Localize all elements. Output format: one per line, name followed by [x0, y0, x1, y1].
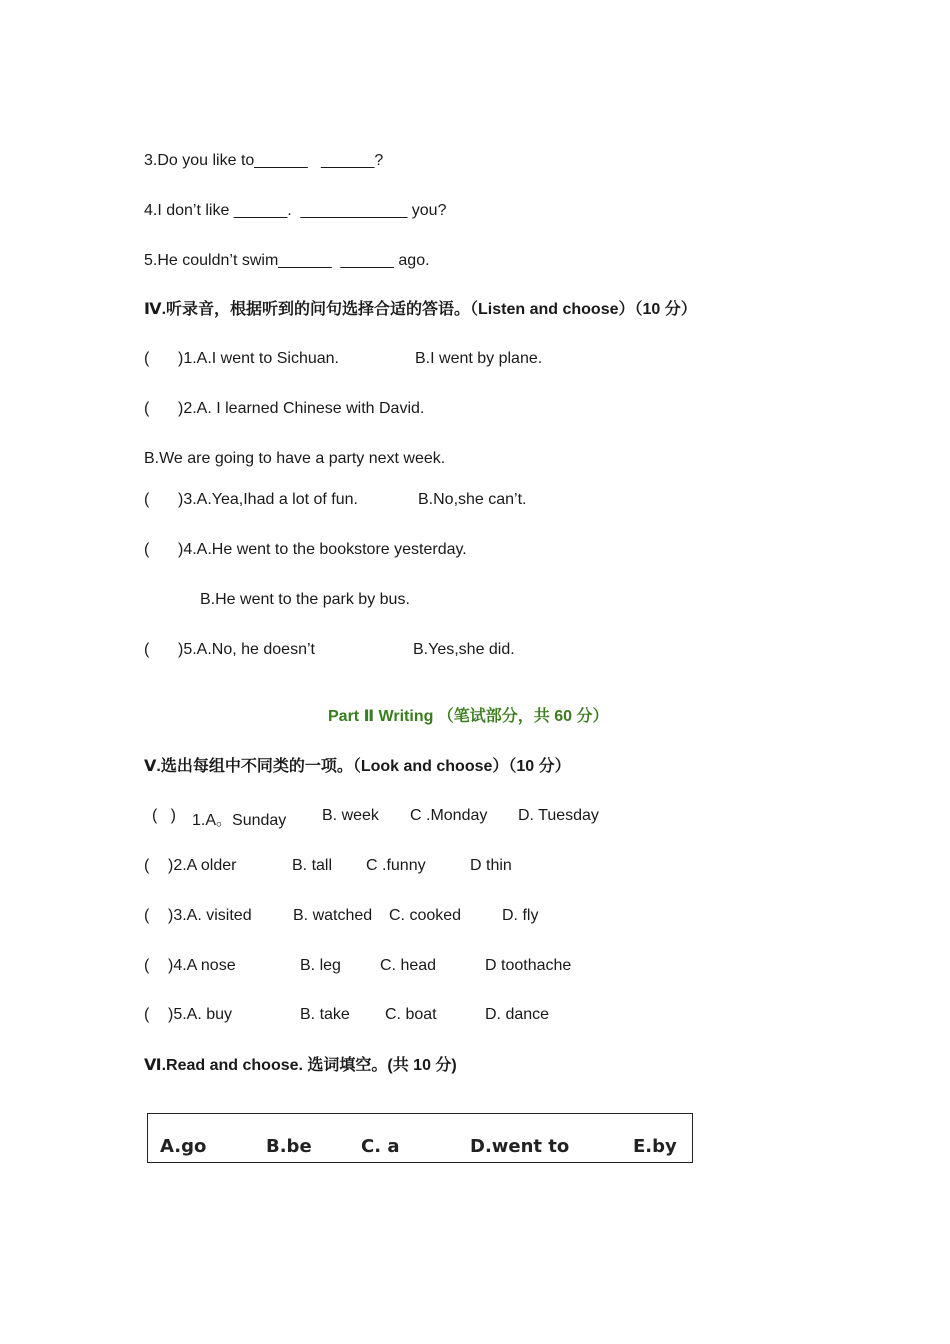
option-b: B.We are going to have a party next week.	[144, 450, 446, 467]
answer-paren: (	[144, 400, 150, 417]
answer-paren: (	[144, 1006, 150, 1023]
question-5: 5.He couldn’t swim______ ______ ago.	[144, 252, 430, 269]
option-b: B.He went to the park by bus.	[200, 591, 410, 608]
word-bank-item: E.by	[633, 1136, 677, 1157]
answer-paren: (	[144, 857, 150, 874]
part-2-heading: Part Ⅱ Writing （笔试部分，共 60 分）	[328, 708, 609, 725]
answer-paren: (	[144, 641, 150, 658]
option-a: )4.A.He went to the bookstore yesterday.	[178, 541, 467, 558]
question-4: 4.I don’t like ______. ____________ you?	[144, 202, 447, 219]
option-a: 1.A。Sunday	[192, 812, 287, 829]
word-bank-item: C. a	[361, 1136, 400, 1157]
option-c: C .funny	[366, 857, 426, 874]
option-d: D. Tuesday	[518, 807, 599, 824]
answer-paren: (	[144, 907, 150, 924]
option-a: )5.A.No, he doesn’t	[178, 641, 315, 658]
option-a: )2.A. I learned Chinese with David.	[178, 400, 425, 417]
option-a: )2.A older	[168, 857, 237, 874]
section-5-heading: Ⅴ.选出每组中不同类的一项。（Look and choose）（10 分）	[144, 758, 571, 775]
answer-paren: (	[144, 541, 150, 558]
option-b: B. leg	[300, 957, 341, 974]
option-a: )3.A.Yea,Ihad a lot of fun.	[178, 491, 358, 508]
word-bank-item: D.went to	[470, 1136, 570, 1157]
option-c: C. boat	[385, 1006, 437, 1023]
word-bank-item: A.go	[160, 1136, 207, 1157]
option-b: B.Yes,she did.	[413, 641, 515, 658]
section-4-heading: Ⅳ.听录音，根据听到的问句选择合适的答语。（Listen and choose）（10 分）	[144, 301, 697, 318]
option-d: D toothache	[485, 957, 572, 974]
option-c: C. cooked	[389, 907, 462, 924]
option-d: D thin	[470, 857, 512, 874]
option-b: B. watched	[293, 907, 373, 924]
option-b: B. take	[300, 1006, 350, 1023]
word-bank-box	[147, 1113, 693, 1163]
option-b: B.No,she can’t.	[418, 491, 527, 508]
word-bank-item: B.be	[266, 1136, 312, 1157]
answer-paren: (	[144, 957, 150, 974]
option-b: B. week	[322, 807, 379, 824]
section-6-heading: Ⅵ.Read and choose. 选词填空。(共 10 分)	[144, 1057, 457, 1074]
option-b: B.I went by plane.	[415, 350, 543, 367]
question-3: 3.Do you like to______ ______?	[144, 152, 384, 169]
option-c: C .Monday	[410, 807, 488, 824]
option-b: B. tall	[292, 857, 333, 874]
option-d: D. dance	[485, 1006, 550, 1023]
answer-paren: (	[144, 350, 150, 367]
option-a: )5.A. buy	[168, 1006, 233, 1023]
option-a: )4.A nose	[168, 957, 236, 974]
answer-paren: ( )	[152, 807, 176, 824]
answer-paren: (	[144, 491, 150, 508]
option-a: )1.A.I went to Sichuan.	[178, 350, 339, 367]
option-c: C. head	[380, 957, 437, 974]
option-a: )3.A. visited	[168, 907, 252, 924]
option-d: D. fly	[502, 907, 539, 924]
